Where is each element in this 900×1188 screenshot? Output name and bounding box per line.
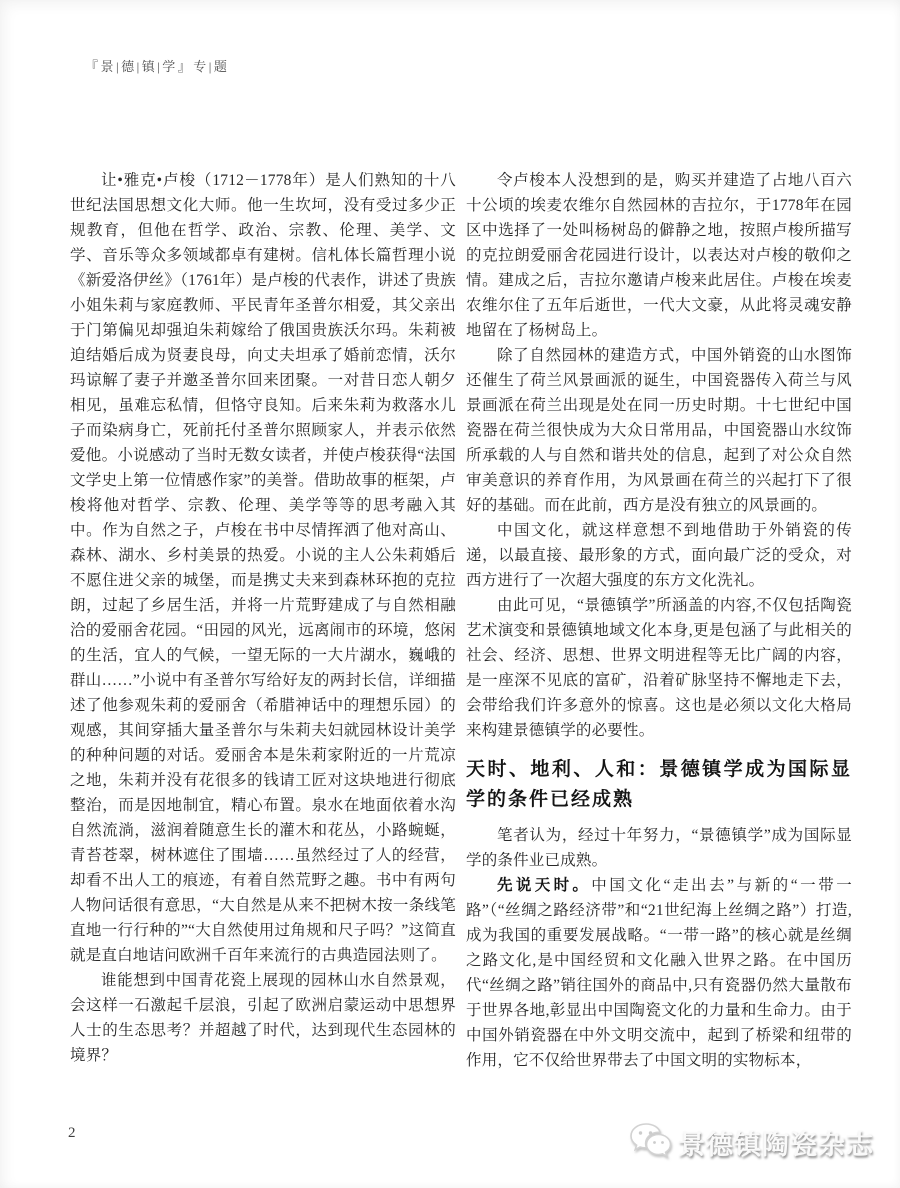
paragraph: 中国文化，就这样意想不到地借助于外销瓷的传递，以最直接、最形象的方式，面向最广泛的受众，对西方进行了一次超大强度的东方文化洗礼。 bbox=[466, 522, 852, 589]
paragraph: 由此可见，“景德镇学”所涵盖的内容,不仅包括陶瓷艺术演变和景德镇地域文化本身,更是包涵了与此相关的社会、经济、思想、世界文明进程等无比广阔的内容，是一座深不见底的富矿，沿着矿脉坚持不懈地走下去，会带给我们许多意外的惊喜。这也是必须以文化大格局来构建景德镇学的必要性。 bbox=[466, 597, 852, 739]
paragraph-lead-in: 先说天时。 bbox=[497, 877, 592, 894]
paragraph bbox=[466, 873, 852, 1073]
right-column bbox=[466, 168, 852, 1073]
paragraph: 令卢梭本人没想到的是，购买并建造了占地八百六十公顷的埃麦农维尔自然园林的吉拉尔，于1778年在园区中选择了一处叫杨树岛的僻静之地，按照卢梭所描写的克拉朗爱丽舍花园进行设计，以表达对卢梭的敬仰之情。建成之后，吉拉尔邀请卢梭来此居住。卢梭在埃麦农维尔住了五年后逝世，一代大文豪，从此将灵魂安静地留在了杨树岛上。 bbox=[466, 172, 852, 339]
watermark-label: 景德镇陶瓷杂志 bbox=[678, 1130, 874, 1160]
paragraph: 笔者认为，经过十年努力，“景德镇学”成为国际显学的条件业已成熟。 bbox=[466, 827, 852, 869]
column-header-topic: 『景|德|镇|学』专|题 bbox=[85, 59, 230, 74]
paragraph: 谁能想到中国青花瓷上展现的园林山水自然景观，会这样一石激起千层浪，引起了欧洲启蒙运动中思想界人士的生态思考？并超越了时代，达到现代生态园林的境界？ bbox=[70, 972, 456, 1064]
page-number: 2 bbox=[68, 1125, 76, 1141]
left-column bbox=[70, 168, 456, 1073]
section-heading: 天时、地利、人和：景德镇学成为国际显学的条件已经成熟 bbox=[466, 759, 852, 810]
paragraph: 让•雅克•卢梭（1712－1778年）是人们熟知的十八世纪法国思想文化大师。他一生坎坷，没有受过多少正规教育，但他在哲学、政治、宗教、伦理、美学、文学、音乐等众多领域都卓有建树。信札体长篇哲理小说《新爱洛伊丝》（1761年）是卢梭的代表作，讲述了贵族小姐朱莉与家庭教师、平民青年圣普尔相爱，其父亲出于门第偏见却强迫朱莉嫁给了俄国贵族沃尔玛。朱莉被迫结婚后成为贤妻良母，向丈夫坦承了婚前恋情，沃尔玛谅解了妻子并邀圣普尔回来团聚。一对昔日恋人朝夕相见，虽难忘私情，但恪守良知。后来朱莉为救落水儿子而染病身亡，死前托付圣普尔照顾家人，并表示依然爱他。小说感动了当时无数女读者，并使卢梭获得“法国文学史上第一位情感作家”的美誉。借助故事的框架，卢梭将他对哲学、宗教、伦理、美学等等的思考融入其中。作为自然之子，卢梭在书中尽情挥洒了他对高山、森林、湖水、乡村美景的热爱。小说的主人公朱莉婚后不愿住进父亲的城堡，而是携丈夫来到森林环抱的克拉朗，过起了乡居生活，并将一片荒野建成了与自然相融洽的爱丽舍花园。“田园的风光，远离闹市的环境，悠闲的生活，宜人的气候，一望无际的一大片湖水，巍峨的群山……”小说中有圣普尔写给好友的两封长信，详细描述了他参观朱莉的爱丽舍（希腊神话中的理想乐园）的观感，其间穿插大量圣普尔与朱莉夫妇就园林设计美学的种种问题的对话。爱丽舍本是朱莉家附近的一片荒凉之地，朱莉并没有花很多的钱请工匠对这块地进行彻底整治，而是因地制宜，精心布置。泉水在地面依着水沟自然流淌，滋润着随意生长的灌木和花丛，小路蜿蜒，青苔苍翠，树林遮住了围墙……虽然经过了人的经营，却看不出人工的痕迹，有着自然荒野之趣。书中有两句人物问话很有意思，“大自然是从来不把树木按一条线笔直地一行行种的”“大自然使用过角规和尺子吗？”这简直就是直白地诘问欧洲千百年来流行的古典造园法则了。 bbox=[70, 172, 456, 964]
magazine-watermark bbox=[628, 1120, 874, 1165]
wechat-icon bbox=[628, 1120, 674, 1165]
paragraph: 除了自然园林的建造方式，中国外销瓷的山水图饰还催生了荷兰风景画派的诞生，中国瓷器传入荷兰与风景画派在荷兰出现是处在同一历史时期。十七世纪中国瓷器在荷兰很快成为大众日常用品，中国瓷器山水纹饰所承载的人与自然和谐共处的信息，起到了对公众自然审美意识的养育作用，为风景画在荷兰的兴起打下了很好的基础。而在此前，西方是没有独立的风景画的。 bbox=[466, 347, 852, 514]
paragraph-text: 中国文化“走出去”与新的“一带一路”（“丝绸之路经济带”和“21世纪海上丝绸之路”）打造,成为我国的重要发展战略。“一带一路”的核心就是丝绸之路文化,是中国经贸和文化融入世界之路。在中国历代“丝绸之路”销往国外的商品中,只有瓷器仍然大量散布于世界各地,彰显出中国陶瓷文化的力量和生命力。由于中国外销瓷器在中外文明交流中，起到了桥梁和纽带的作用，它不仅给世界带去了中国文明的实物标本， bbox=[466, 877, 852, 1069]
article-body bbox=[70, 168, 852, 1073]
